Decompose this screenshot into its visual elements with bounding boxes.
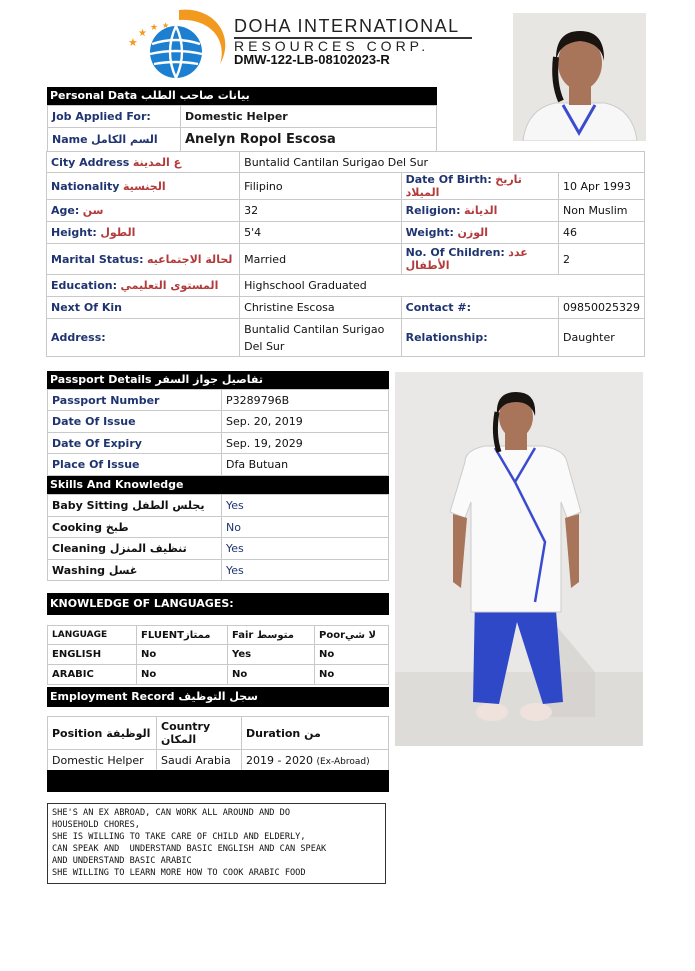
lang-header-language: LANGUAGE xyxy=(48,626,137,645)
education-value: Highschool Graduated xyxy=(240,275,645,297)
dob-value: 10 Apr 1993 xyxy=(559,173,645,200)
name-label-ar: السم الكامل xyxy=(91,133,158,146)
nationality-label-en: Nationality xyxy=(51,179,120,193)
education-label xyxy=(47,275,240,297)
kin-value: Christine Escosa xyxy=(240,297,401,319)
lang-arabic: ARABIC xyxy=(48,665,137,685)
job-name-table xyxy=(47,105,437,152)
marital-value: Married xyxy=(240,244,401,275)
nationality-label xyxy=(47,173,240,200)
job-value: Domestic Helper xyxy=(181,106,437,128)
company-name-line2: RESOURCES CORP. xyxy=(234,38,430,54)
weight-label-ar: الوزن xyxy=(457,226,488,239)
employment-header-position: Position الوظيفة xyxy=(48,717,157,750)
name-value: Anelyn Ropol Escosa xyxy=(181,128,437,152)
education-label-ar: المستوى التعليمي xyxy=(120,279,219,292)
relationship-value: Daughter xyxy=(559,319,645,357)
city-label-ar: ع المدينة xyxy=(132,155,182,169)
portrait-photo xyxy=(513,13,646,141)
address-label: Address: xyxy=(47,319,240,357)
employment-position: Domestic Helper xyxy=(48,750,157,772)
children-label xyxy=(401,244,558,275)
dob-label-ar: تاريخ الميلاد xyxy=(405,173,522,199)
expiry-date-label: Date Of Expiry xyxy=(48,433,222,454)
skill-baby-sitting-label: Baby Sitting يجلس الطفل xyxy=(48,495,222,517)
children-value: 2 xyxy=(559,244,645,275)
skills-table xyxy=(47,494,389,581)
address-value: Buntalid Cantilan Surigao Del Sur xyxy=(240,319,401,357)
religion-label-en: Religion: xyxy=(405,204,461,217)
expiry-date-value: Sep. 19, 2029 xyxy=(222,433,389,454)
lang-header-poor: Poorلا شي xyxy=(315,626,389,645)
skill-cleaning-label: Cleaning تنظيف المنزل xyxy=(48,538,222,560)
nationality-value: Filipino xyxy=(240,173,401,200)
company-logo xyxy=(124,6,232,84)
svg-text:★: ★ xyxy=(138,28,147,39)
skill-cleaning-value: Yes xyxy=(222,538,389,560)
kin-label: Next Of Kin xyxy=(47,297,240,319)
passport-header: Passport Details تفاصيل جواز السفر xyxy=(47,371,389,389)
employment-header-duration: Duration من xyxy=(242,717,389,750)
svg-text:★: ★ xyxy=(128,36,138,49)
city-label xyxy=(47,152,240,173)
contact-value: 09850025329 xyxy=(559,297,645,319)
job-label: Job Applied For: xyxy=(48,106,181,128)
languages-table xyxy=(47,625,389,685)
employment-duration: 2019 - 2020 xyxy=(246,754,313,767)
children-label-ar: عدد الأطفال xyxy=(405,246,528,272)
employment-table xyxy=(47,716,389,772)
height-label-en: Height: xyxy=(51,226,97,239)
lang-english-fluent: No xyxy=(137,645,228,665)
passport-number-value: P3289796B xyxy=(222,390,389,411)
lang-arabic-poor: No xyxy=(315,665,389,685)
nationality-label-ar: الجنسية xyxy=(122,179,166,193)
personal-details-table xyxy=(46,151,645,357)
skill-baby-sitting-value: Yes xyxy=(222,495,389,517)
marital-label-en: Marital Status: xyxy=(51,252,144,266)
age-label-ar: سن xyxy=(82,204,104,217)
passport-table xyxy=(47,389,389,476)
lang-english-fair: Yes xyxy=(228,645,315,665)
employment-country: Saudi Arabia xyxy=(157,750,242,772)
contact-label: Contact #: xyxy=(401,297,558,319)
svg-text:★: ★ xyxy=(162,21,170,30)
children-label-en: No. Of Children: xyxy=(405,246,505,259)
company-name-line1: DOHA INTERNATIONAL xyxy=(234,16,460,36)
height-value: 5'4 xyxy=(240,222,401,244)
city-label-en: City Address xyxy=(51,155,130,169)
lang-header-fair: Fair متوسط xyxy=(228,626,315,645)
weight-value: 46 xyxy=(559,222,645,244)
license-number: DMW-122-LB-08102023-R xyxy=(234,52,390,67)
languages-header: KNOWLEDGE OF LANGUAGES: xyxy=(47,593,389,615)
age-label xyxy=(47,200,240,222)
skills-header: Skills And Knowledge xyxy=(47,476,389,494)
religion-label-ar: الديانة xyxy=(464,204,498,217)
height-label-ar: الطول xyxy=(100,226,136,239)
employment-footer-bar xyxy=(47,770,389,792)
issue-place-value: Dfa Butuan xyxy=(222,454,389,476)
skill-washing-value: Yes xyxy=(222,560,389,581)
relationship-label: Relationship: xyxy=(401,319,558,357)
skill-cooking-label: Cooking طبخ xyxy=(48,517,222,538)
religion-label xyxy=(401,200,558,222)
passport-number-label: Passport Number xyxy=(48,390,222,411)
skill-washing-label: Washing غسل xyxy=(48,560,222,581)
employment-duration-cell xyxy=(242,750,389,772)
marital-label xyxy=(47,244,240,275)
issue-place-label: Place Of Issue xyxy=(48,454,222,476)
employment-note: (Ex-Abroad) xyxy=(316,757,370,767)
age-label-en: Age: xyxy=(51,204,80,217)
employment-header-country: Country المكان xyxy=(157,717,242,750)
age-value: 32 xyxy=(240,200,401,222)
name-label-en: Name xyxy=(52,133,88,146)
height-label xyxy=(47,222,240,244)
lang-english: ENGLISH xyxy=(48,645,137,665)
marital-label-ar: لحالة الاجتماعيه xyxy=(147,252,233,266)
skill-cooking-value: No xyxy=(222,517,389,538)
name-label xyxy=(48,128,181,152)
remarks-box: SHE'S AN EX ABROAD, CAN WORK ALL AROUND AND DO HOUSEHOLD CHORES, SHE IS WILLING TO TAKE CARE OF CHILD AND ELDERLY, CAN SPEAK AND UNDERSTAND BASIC ENGLISH AND CAN SPEAK AND UNDERSTAND BASIC ARABIC SHE WILLING TO LEARN MORE HOW TO COOK ARABIC FOOD xyxy=(47,803,386,884)
weight-label-en: Weight: xyxy=(405,226,454,239)
svg-text:★: ★ xyxy=(150,23,159,33)
issue-date-label: Date Of Issue xyxy=(48,411,222,433)
lang-english-poor: No xyxy=(315,645,389,665)
weight-label xyxy=(401,222,558,244)
lang-arabic-fluent: No xyxy=(137,665,228,685)
lang-arabic-fair: No xyxy=(228,665,315,685)
education-label-en: Education: xyxy=(51,279,117,292)
employment-header: Employment Record سجل التوظيف xyxy=(47,687,389,707)
dob-label-en: Date Of Birth: xyxy=(405,173,492,186)
lang-header-fluent: FLUENTممتاز xyxy=(137,626,228,645)
personal-data-header: Personal Data بيانات صاحب الطلب xyxy=(47,87,437,105)
city-value: Buntalid Cantilan Surigao Del Sur xyxy=(240,152,645,173)
full-body-photo xyxy=(395,372,643,746)
issue-date-value: Sep. 20, 2019 xyxy=(222,411,389,433)
dob-label xyxy=(401,173,558,200)
religion-value: Non Muslim xyxy=(559,200,645,222)
